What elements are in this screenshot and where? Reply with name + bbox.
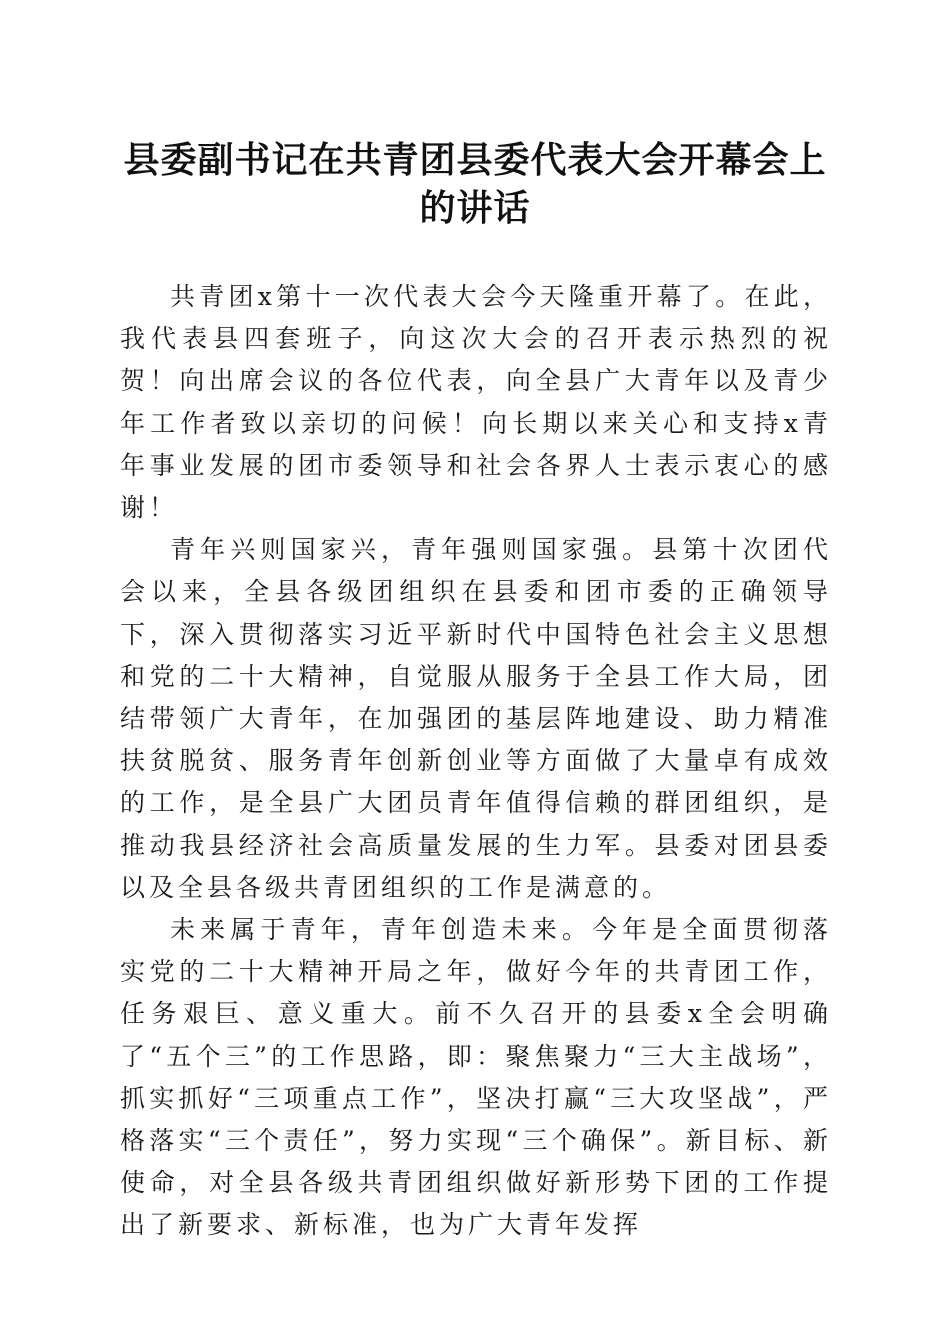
document-body bbox=[120, 276, 832, 1247]
document-title: 县委副书记在共青团县委代表大会开幕会上的讲话 bbox=[123, 139, 827, 229]
paragraph-3: 未来属于青年，青年创造未来。今年是全面贯彻落实党的二十大精神开局之年，做好今年的共青团工作，任务艰巨、意义重大。前不久召开的县委x全会明确了“五个三”的工作思路，即：聚焦聚力“三大主战场”，抓实抓好“三项重点工作”，坚决打赢“三大攻坚战”，严格落实“三个责任”，努力实现“三个确保”。新目标、新使命，对全县各级共青团组织做好新形势下团的工作提出了新要求、新标准，也为广大青年发挥 bbox=[120, 915, 832, 1240]
paragraph-1: 共青团x第十一次代表大会今天隆重开幕了。在此，我代表县四套班子，向这次大会的召开表示热烈的祝贺！向出席会议的各位代表，向全县广大青年以及青少年工作者致以亲切的问候！向长期以来关心和支持x青年事业发展的团市委领导和社会各界人士表示衷心的感谢！ bbox=[120, 282, 832, 523]
paragraph-2: 青年兴则国家兴，青年强则国家强。县第十次团代会以来，全县各级团组织在县委和团市委的正确领导下，深入贯彻落实习近平新时代中国特色社会主义思想和党的二十大精神，自觉服从服务于全县工作大局，团结带领广大青年，在加强团的基层阵地建设、助力精准扶贫脱贫、服务青年创新创业等方面做了大量卓有成效的工作，是全县广大团员青年值得信赖的群团组织，是推动我县经济社会高质量发展的生力军。县委对团县委以及全县各级共青团组织的工作是满意的。 bbox=[120, 535, 832, 902]
